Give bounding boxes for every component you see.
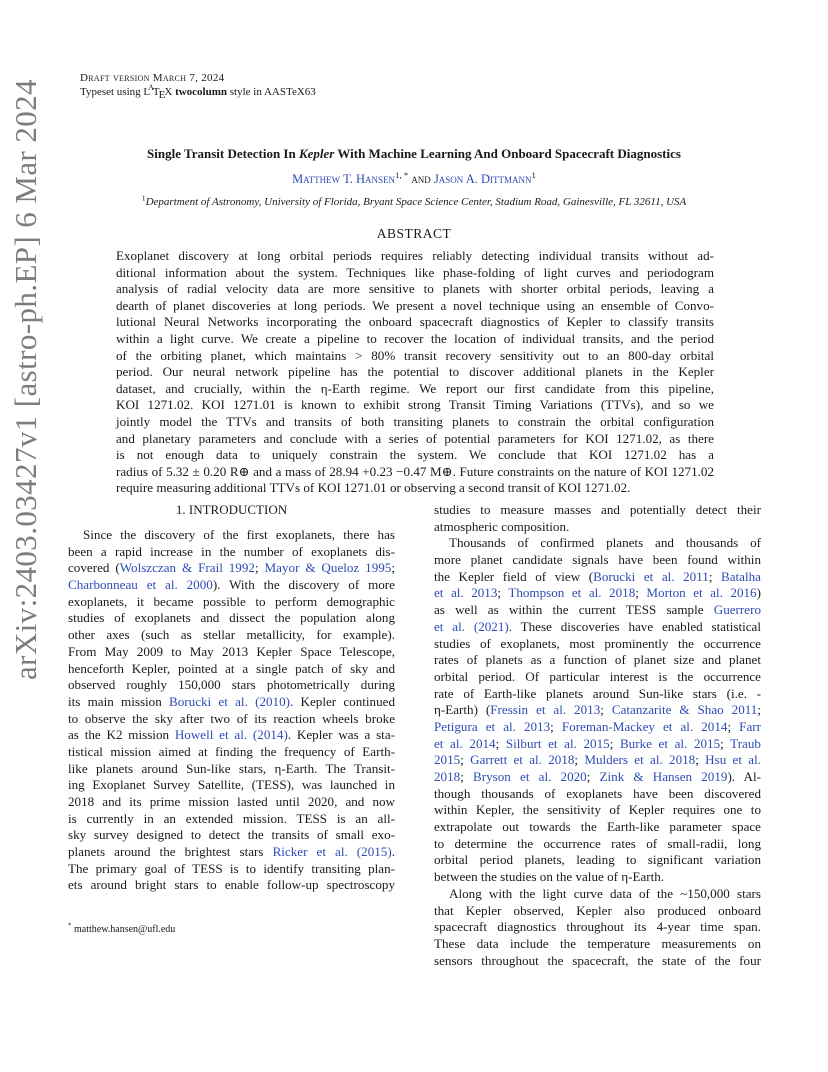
citation-link[interactable]: Zink & Hansen 2019 (599, 769, 728, 784)
left-column-line: sky survey designed to detect the transits of small exo- (68, 827, 395, 843)
right-column-line: et al. 2014; Silburt et al. 2015; Burke et al. 2015; Traub (434, 735, 761, 751)
abstract-line: is not enough data to uniquely constrain the system. We conclude that KOI 1271.02 has a (116, 447, 714, 463)
right-column-line: Along with the light curve data of the ~150,000 stars (449, 885, 761, 901)
paper-title: Single Transit Detection In Kepler With Machine Learning And Onboard Spacecraft Diagnostics (147, 146, 681, 161)
left-column-line: Charbonneau et al. 2000). With the discovery of more (68, 577, 395, 593)
left-column-line: been a rapid increase in the number of exoplanets dis- (68, 543, 395, 559)
left-column-line: is currently in an extended mission. TESS is an all- (68, 810, 395, 826)
right-column-line: that Kepler observed, Kepler also produced onboard (434, 902, 761, 918)
right-column-line: Petigura et al. 2013; Foreman-Mackey et al. 2014; Farr (434, 718, 761, 734)
citation-link[interactable]: et al. 2014 (434, 735, 496, 751)
citation-link[interactable]: Batalha (721, 568, 761, 584)
citation-link[interactable]: Thompson et al. 2018 (508, 585, 636, 601)
abstract-line: ditional information about the system. Techniques like phase-folding of light curves and periodogram (116, 264, 714, 280)
left-column-line: like planets around Sun-like stars, η-Earth. The Transit- (68, 760, 395, 776)
right-column-line: to determine the occurrence rates of small-radii, long (434, 835, 761, 851)
right-column-line: orbital period. Of particular interest is the occurrence (434, 668, 761, 684)
right-column-line: as well as within the current TESS sample Guerrero (434, 602, 761, 618)
abstract-body (116, 248, 714, 497)
citation-link[interactable]: Silburt et al. 2015 (505, 735, 610, 751)
right-column-line: 2018; Bryson et al. 2020; Zink & Hansen 2019). Al- (434, 769, 761, 784)
abstract-line: require measuring additional TTVs of KOI 1271.01 or observing a second transit of KOI 1271.02. (116, 480, 631, 496)
left-column-line: as the K2 mission Howell et al. (2014). Kepler was a sta- (68, 727, 395, 743)
abstract-line: radius of 5.32 ± 0.20 R⊕ and a mass of 28.94 +0.23 −0.47 M⊕. Future constraints on the nature of KOI 1271.02 (116, 463, 714, 479)
right-column-line: the Kepler field of view (Borucki et al. 2011; Batalha (434, 568, 761, 584)
right-column-line: et al. 2013; Thompson et al. 2018; Morton et al. 2016) (434, 585, 761, 601)
citation-link[interactable]: Borucki et al. (2010) (169, 693, 290, 709)
footnote: * matthew.hansen@ufl.edu (68, 921, 176, 935)
right-column-line: extrapolate out towards the Earth-like parameter space (434, 819, 761, 835)
left-column-line: other axes (such as stellar metallicity, for example). (68, 627, 395, 643)
arxiv-stamp: arXiv:2403.03427v1 [astro-ph.EP] 6 Mar 2024 (8, 79, 43, 680)
abstract-line: period. Our neural network pipeline has the potential to discover additional planets in the Kepler (116, 364, 714, 380)
right-column-line: within Kepler, the sensitivity of Kepler requires one to (434, 802, 761, 818)
right-column-line: η-Earth) (Fressin et al. 2013; Catanzarite & Shao 2011; (434, 702, 761, 718)
left-column-line: observed roughly 150,000 stars photometrically during (68, 677, 395, 693)
typeset-line: Typeset using $L^AT_EX$ twocolumn style in AASTeX63 (80, 83, 316, 101)
left-column-line: covered (Wolszczan & Frail 1992; Mayor & Queloz 1995; (68, 560, 395, 576)
right-column-line: studies of exoplanets, most prominently the occurrence (434, 635, 761, 651)
citation-link[interactable]: Burke et al. 2015 (619, 735, 721, 751)
citation-link[interactable]: Hsu et al. (705, 752, 761, 768)
citation-link[interactable]: Catanzarite & Shao 2011 (611, 702, 758, 718)
left-column-line: planets around the brightest stars Ricker et al. (2015). (68, 844, 395, 860)
citation-link[interactable]: Fressin et al. 2013 (490, 702, 601, 718)
citation-link[interactable]: Charbonneau et al. 2000 (68, 577, 213, 593)
right-column-line: more planet candidate signals have been found within (434, 552, 761, 568)
citation-link[interactable]: Mayor & Queloz 1995 (264, 560, 392, 576)
abstract-line: within a light curve. We create a pipeline to recover the location of individual transits, and the period (116, 330, 714, 346)
abstract-line: dataset, and crucially, within the η-Earth regime. We report our first candidate from this pipeline, (116, 380, 714, 396)
left-column-line: its main mission Borucki et al. (2010). Kepler continued (68, 693, 396, 709)
abstract-line: lutional Neural Networks incorporating the onboard spacecraft diagnostics of Kepler to classify transits (116, 314, 714, 330)
citation-link[interactable]: Bryson et al. 2020 (473, 769, 587, 784)
right-column (434, 502, 761, 969)
citation-link[interactable]: Garrett et al. 2018 (470, 752, 575, 768)
left-column-line: 2018 and its prime mission lasted until 2020, and now (68, 794, 395, 809)
right-column-line: rate of Earth-like planets around Sun-like stars (i.e. - (434, 685, 761, 701)
left-column-line: The primary goal of TESS is to identify transiting plan- (68, 860, 395, 876)
citation-link[interactable]: Morton et al. 2016 (646, 585, 757, 601)
right-column-line: sensors throughout the spacecraft, the state of the four (434, 952, 761, 968)
right-column-line: orbital period planets, leading to significant variation (434, 852, 761, 868)
citation-link[interactable]: Petigura et al. 2013 (434, 718, 551, 734)
citation-link[interactable]: Mulders et al. 2018 (584, 752, 696, 768)
right-column-line: 2015; Garrett et al. 2018; Mulders et al. 2018; Hsu et al. (434, 752, 761, 768)
abstract-line: Exoplanet discovery at long orbital periods requires reliably detecting individual transits without ad- (116, 248, 714, 263)
abstract-line: dearth of planet discoveries at long periods. We present a novel technique using an ensemble of Convo- (116, 297, 714, 313)
abstract-line: analysis of radial velocity data are more sensitive to planets with shorter orbital periods, leaving a (116, 281, 714, 297)
left-column-line: Since the discovery of the first exoplanets, there has (83, 527, 395, 542)
citation-link[interactable]: Guerrero (713, 602, 761, 618)
citation-link[interactable]: 2018 (434, 769, 461, 784)
citation-link[interactable]: Ricker et al. (2015) (272, 844, 392, 860)
left-column-line: exoplanets, it became possible to perform demographic (68, 593, 395, 609)
left-column-line: From May 2009 to May 2013 Kepler Space Telescope, (68, 643, 395, 659)
citation-link[interactable]: et al. (2021) (434, 618, 509, 634)
abstract-line: of the orbiting planet, which maintains > 80% transit recovery sensitivity out to an 800-day orbital (116, 347, 714, 363)
author-link-dittmann[interactable]: Jason A. Dittmann (433, 172, 532, 186)
right-column-line: et al. (2021). These discoveries have enabled statistical (434, 618, 761, 634)
left-column-line: ing Exoplanet Survey Satellite, (TESS), was launched in (68, 777, 395, 793)
right-column-line: Thousands of confirmed planets and thousands of (449, 535, 761, 551)
right-column-line: though thousands of exoplanets have been discovered (434, 785, 761, 801)
affiliation: $^1$Department of Astronomy, University of Florida, Bryant Space Science Center, Stadium Road, Gainesville, FL 32611, USA (141, 193, 687, 208)
left-column-line: tistical mission aimed at finding the frequency of Earth- (68, 743, 395, 759)
citation-link[interactable]: et al. 2013 (434, 585, 498, 601)
abstract-line: and planetary parameters and conclude with a series of potential parameters for KOI 1271.02, as there (116, 430, 714, 446)
header-note (80, 71, 316, 99)
right-column-line: atmospheric composition. (434, 518, 570, 534)
left-column-line: henceforth Kepler, pointed at a single patch of sky and (68, 660, 395, 676)
right-column-line: rates of planets as a function of planet size and planet (434, 652, 761, 668)
author-list: Matthew T. Hansen$^{1, *}$ and Jason A. Dittmann$^1$ (292, 169, 536, 186)
citation-link[interactable]: Foreman-Mackey et al. 2014 (561, 718, 728, 734)
author-link-hansen[interactable]: Matthew T. Hansen (292, 172, 396, 186)
right-column-line: spacecraft diagnostics throughout its 4-year time span. (434, 919, 761, 935)
right-column-line: These data include the temperature measurements on (434, 935, 761, 951)
left-column (68, 527, 395, 894)
citation-link[interactable]: Farr (739, 718, 761, 734)
footnote-email[interactable]: matthew.hansen@ufl.edu (74, 924, 176, 935)
abstract-line: KOI 1271.02. KOI 1271.01 is known to exhibit strong Transit Timing Variations (TTVs), and so we (116, 397, 714, 413)
citation-link[interactable]: Traub (730, 735, 761, 751)
right-column-line: studies to measure masses and potentially detect their (434, 502, 761, 517)
section-heading: 1. INTRODUCTION (175, 502, 288, 517)
citation-link[interactable]: Borucki et al. 2011 (593, 568, 709, 584)
citation-link[interactable]: Howell et al. (2014) (174, 727, 288, 743)
right-column-line: between the studies on the value of η-Earth. (434, 869, 665, 885)
abstract-heading: ABSTRACT (376, 226, 452, 241)
citation-link[interactable]: 2015 (434, 752, 461, 768)
left-column-line: to observe the sky after two of its reaction wheels broke (68, 710, 395, 726)
draft-line: Draft version March 7, 2024 (80, 72, 225, 84)
citation-link[interactable]: Wolszczan & Frail 1992 (119, 560, 255, 576)
abstract-line: jointly model the TTVs and transits of both transiting planets to constrain the orbital configuration (116, 413, 714, 429)
left-column-line: studies of exoplanets and dissect the population along (68, 610, 395, 626)
left-column-line: ets around bright stars to enable follow-up spectroscopy (68, 877, 395, 893)
